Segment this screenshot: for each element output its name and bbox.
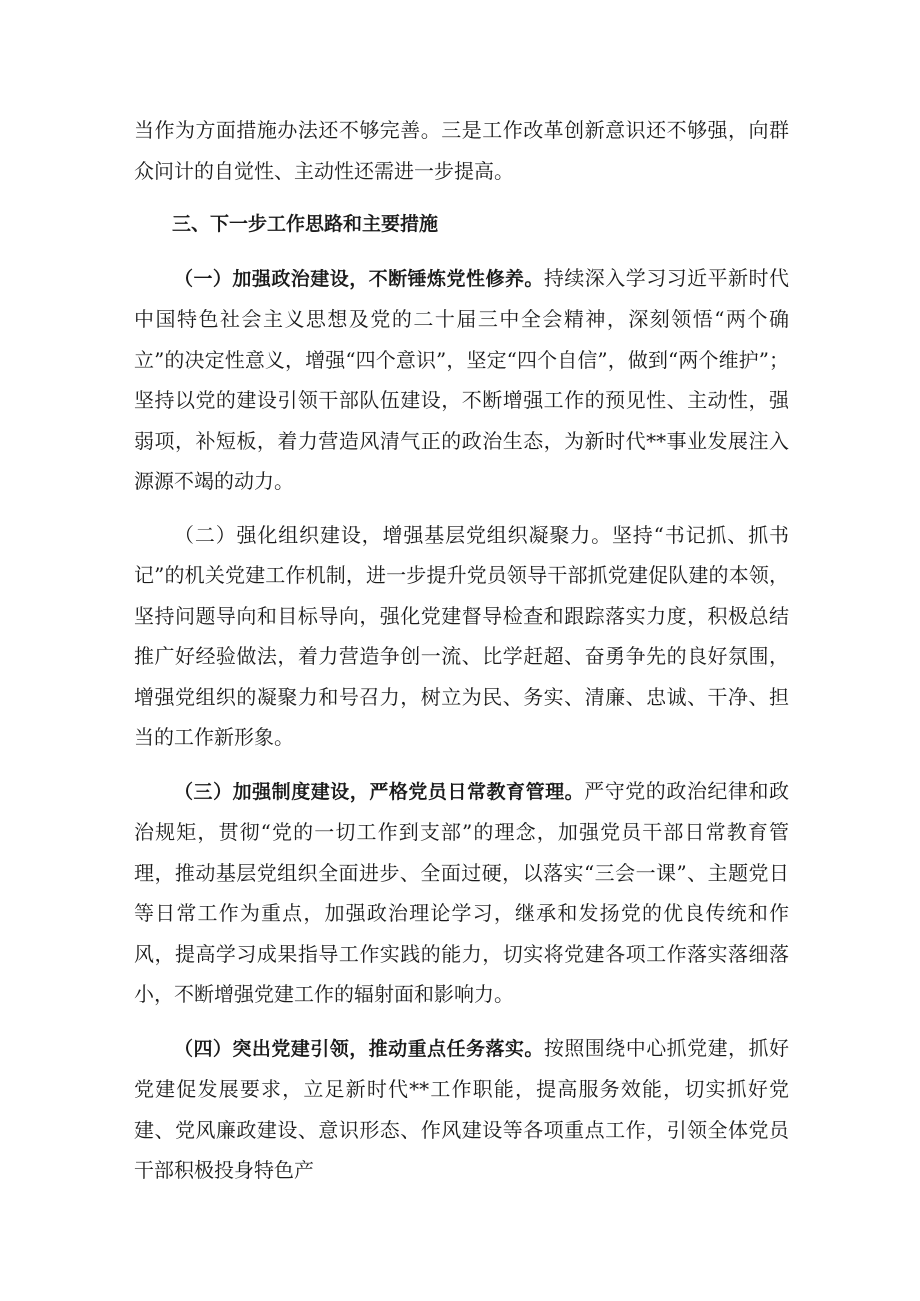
item-paragraph-4 [134,1028,789,1191]
document-body [134,110,789,1204]
item-lead-3: （三）加强制度建设，严格党员日常教育管理。 [174,780,585,803]
item-lead-1: （一）加强政治建设，不断锤炼党性修养。 [174,267,544,290]
item-body-2: 坚持“书记抓、抓书记”的机关党建工作机制，进一步提升党员领导干部抓党建促队建的本领，坚持问题导向和目标导向，强化党建督导检查和跟踪落实力度，积极总结推广好经验做法，着力营造争创一流、比学赶超、奋勇争先的良好氛围，增强党组织的凝聚力和号召力，树立为民、务实、清廉、忠诚、干净、担当的工作新形象。 [134,522,789,749]
item-body-4: 按照围绕中心抓党建，抓好党建促发展要求，立足新时代**工作职能，提高服务效能，切实抓好党建、党风廉政建设、意识形态、作风建设等各项重点工作，引领全体党员干部积极投身特色产 [134,1035,789,1182]
item-paragraph-3 [134,771,789,1015]
item-body-3: 严守党的政治纪律和政治规矩，贯彻“党的一切工作到支部”的理念，加强党员干部日常教育管理，推动基层党组织全面进步、全面过硬，以落实“三会一课”、主题党日等日常工作为重点，加强政治理论学习，继承和发扬党的优良传统和作风，提高学习成果指导工作实践的能力，切实将党建各项工作落实落细落小，不断增强党建工作的辐射面和影响力。 [134,778,789,1006]
item-paragraph-2 [134,515,789,758]
item-lead-2: （二）强化组织建设，增强基层党组织凝聚力。 [174,522,612,547]
item-paragraph-1 [134,258,789,502]
item-lead-4: （四）突出党建引领，推动重点任务落实。 [174,1037,544,1060]
section-heading: 三、下一步工作思路和主要措施 [172,213,439,235]
continuation-paragraph: 当作为方面措施办法还不够完善。三是工作改革创新意识还不够强，向群众问计的自觉性、主动性还需进一步提高。 [134,118,789,183]
item-body-1: 持续深入学习习近平新时代中国特色社会主义思想及党的二十届三中全会精神，深刻领悟“两个确立”的决定性意义，增强“四个意识”，坚定“四个自信”，做到“两个维护”；坚持以党的建设引领干部队伍建设，不断增强工作的预见性、主动性，强弱项，补短板，着力营造风清气正的政治生态，为新时代**事业发展注入源源不竭的动力。 [134,265,789,493]
